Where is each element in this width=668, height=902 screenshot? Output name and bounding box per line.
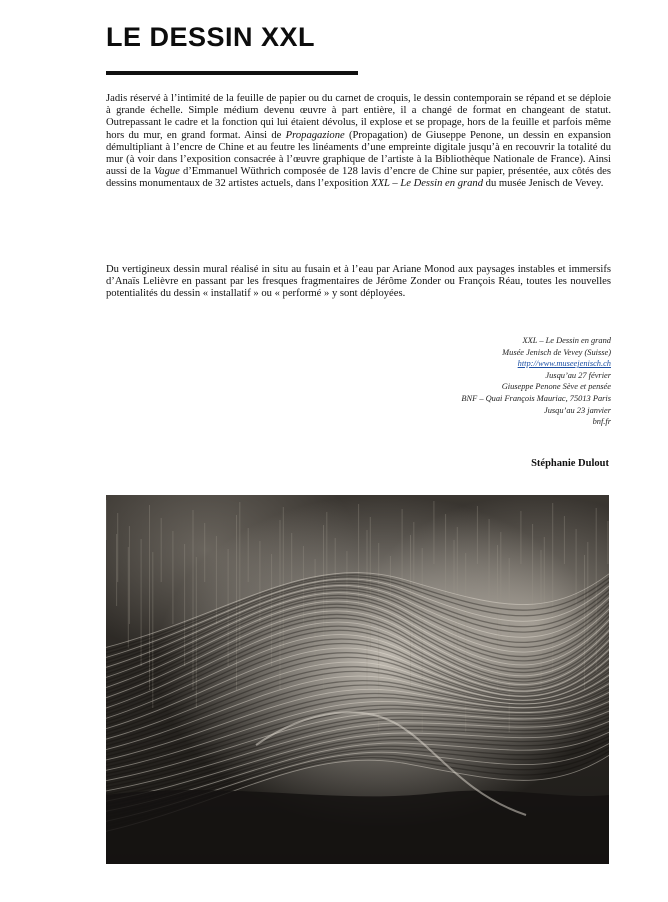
info-dates-2: Jusqu’au 23 janvier [544, 405, 611, 415]
info-website-2: bnf.fr [592, 417, 611, 427]
exhibition-info [461, 335, 611, 428]
paragraph-1-text-b: (Propagation) de Giuseppe Penone, un dessin en expansion démultipliant à l’encre de Chine et au feutre les linéaments d’une empreinte digitale jusqu’à en recouvrir la totalité du mur (à voir dans l’exposition consacrée à l’œuvre graphique de l’artiste à la Bibliothèque Nationale de France). Ainsi aussi de la [106, 129, 611, 178]
title-underline [106, 71, 358, 75]
paragraph-2: Du vertigineux dessin mural réalisé in situ au fusain et à l’eau par Ariane Monod aux paysages instables et immersifs d’Anaïs Lelièvre en passant par les fresques fragmentaires de Jérôme Zonder ou François Réau, toutes les nouvelles potentialités du dessin « installatif » ou « performé » y sont déployées. [106, 264, 611, 300]
author-name: Stéphanie Dulout [531, 458, 609, 469]
info-museum: Musée Jenisch de Vevey (Suisse) [502, 347, 611, 357]
artwork-image [106, 495, 609, 864]
article-title: LE DESSIN XXL [106, 22, 316, 52]
museum-website-link[interactable]: http://www.museejenisch.ch [517, 359, 611, 369]
paragraph-1-text-a: Jadis réservé à l’intimité de la feuille de papier ou du carnet de croquis, le dessin contemporain se répand et se déploie à grande échelle. Simple médium devenu œuvre à part entière, il a changé de format en changeant de statut. Outrepassant le cadre et la fonction qui lui étaient dévolus, il explose et se propage, hors de la feuille et parfois même hors du mur, en grand format. Ainsi de [106, 93, 611, 141]
info-dates-1: Jusqu’au 27 février [545, 370, 611, 380]
paragraph-1-text-d: du musée Jenisch de Vevey. [483, 178, 604, 190]
emphasis-propagazione: Propagazione [285, 129, 345, 141]
emphasis-vague: Vague [154, 166, 180, 178]
info-exhibition-name: XXL – Le Dessin en grand [522, 336, 611, 345]
paragraph-1 [106, 93, 611, 191]
emphasis-exhibition-title: XXL – Le Dessin en grand [371, 178, 484, 190]
info-exhibition-2: Giuseppe Penone Sève et pensée [501, 382, 611, 392]
info-venue-2: BNF – Quai François Mauriac, 75013 Paris [461, 393, 611, 403]
paragraph-1-text-c: d’Emmanuel Wüthrich composée de 128 lavis d’encre de Chine sur papier, présentée, aux côtés des dessins monumentaux de 32 artistes actuels, dans l’exposition [106, 166, 612, 190]
